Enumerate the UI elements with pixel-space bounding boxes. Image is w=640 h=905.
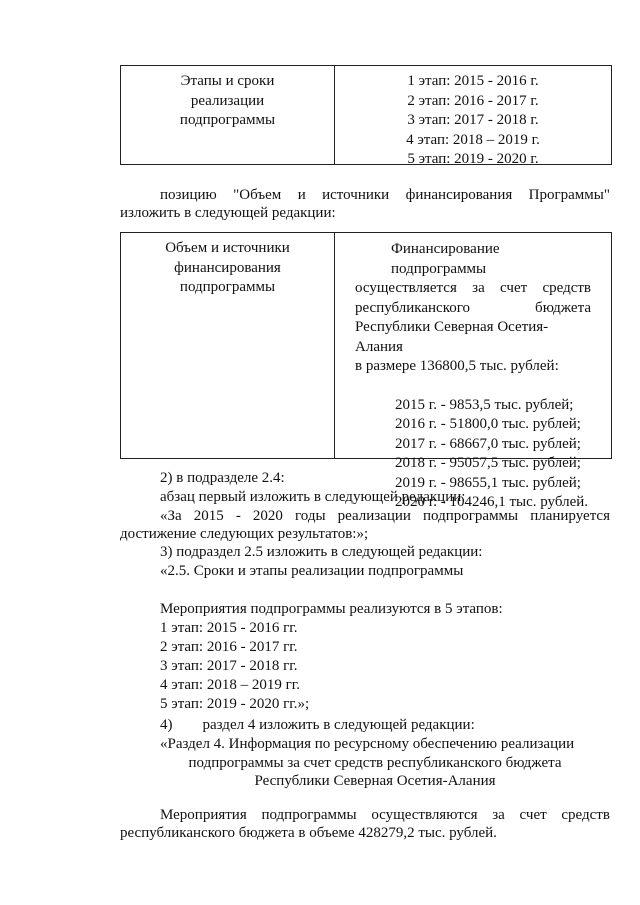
item-3: 3) подраздел 2.5 изложить в следующей редакции: — [160, 544, 483, 560]
stages-label-line: реализации — [190, 92, 265, 109]
stages-value-cell — [335, 66, 611, 167]
funding-year-item: 2016 г. - 51800,0 тыс. рублей; — [395, 416, 581, 432]
section-4-title-line-3: Республики Северная Осетия-Алания — [254, 773, 496, 789]
position-line-2: изложить в следующей редакции: — [120, 205, 336, 221]
quote-line-2: достижение следующих результатов:»; — [120, 526, 369, 542]
section-4-title-line-2: подпрограммы за счет средств республиканского бюджета — [188, 755, 562, 771]
stage-item: 2 этап: 2016 - 2017 г. — [407, 92, 539, 109]
word: подпрограммы — [261, 807, 357, 823]
stages-label-cell — [121, 66, 335, 164]
stage-item: 3 этап: 2017 - 2018 г. — [407, 112, 539, 128]
word: позицию — [160, 187, 217, 203]
funding-year-item: 2015 г. - 9853,5 тыс. рублей; — [395, 396, 574, 413]
stage-item: 5 этап: 2019 - 2020 г. — [407, 151, 539, 167]
position-paragraph — [120, 186, 610, 205]
word: за — [492, 807, 505, 823]
stage-item: 1 этап: 2015 - 2016 г. — [407, 73, 539, 89]
funding-label-line: финансирования — [174, 259, 281, 276]
section-4-title-line-1: «Раздел 4. Информация по ресурсному обеспечению реализации — [160, 736, 575, 752]
funding-intro-line: республиканского бюджета — [355, 299, 591, 316]
funding-year-item: 2019 г. - 98655,1 тыс. рублей; — [395, 474, 581, 491]
funding-intro-line: Финансирование подпрограммы — [391, 241, 500, 277]
funding-intro-line: в размере 136800,5 тыс. рублей: — [355, 358, 559, 374]
stages-label-line: Этапы и сроки — [180, 73, 275, 89]
word: счет — [519, 807, 547, 823]
item-4-text: раздел 4 изложить в следующей редакции: — [202, 717, 475, 733]
item-2: 2) в подразделе 2.4: — [160, 470, 285, 486]
word: средств — [561, 807, 610, 823]
position-line-1 — [160, 186, 610, 205]
final-paragraph — [120, 806, 610, 825]
item-4-number: 4) — [160, 717, 173, 733]
paragraph-first-instruction: абзац первый изложить в следующей редакции: — [160, 489, 466, 505]
stage-line: 2 этап: 2016 - 2017 гг. — [160, 639, 298, 655]
word: осуществляются — [371, 807, 478, 823]
word: Мероприятия — [160, 807, 247, 823]
final-line-2: республиканского бюджета в объеме 428279,2 тыс. рублей. — [120, 825, 497, 841]
stage-item: 4 этап: 2018 – 2019 г. — [406, 131, 540, 148]
funding-year-item: 2018 г. - 95057,5 тыс. рублей; — [395, 455, 581, 471]
word: "Объем — [233, 187, 282, 203]
funding-intro-line: осуществляется за счет средств — [355, 280, 591, 296]
stage-line: 1 этап: 2015 - 2016 гг. — [160, 620, 298, 636]
item-4 — [120, 716, 610, 735]
funding-label-line: Объем и источники — [165, 240, 290, 256]
funding-label-cell — [121, 233, 335, 458]
funding-year-item: 2020 г. - 104246,1 тыс. рублей. — [395, 494, 589, 510]
stage-line: 4 этап: 2018 – 2019 гг. — [160, 677, 300, 693]
section-2-5-title: «2.5. Сроки и этапы реализации подпрограммы — [160, 563, 464, 579]
word: и — [297, 187, 306, 203]
final-line-1 — [160, 806, 610, 825]
word: Программы" — [528, 187, 610, 203]
stage-line: 3 этап: 2017 - 2018 гг. — [160, 658, 298, 674]
measures-intro: Мероприятия подпрограммы реализуются в 5 этапов: — [160, 601, 503, 617]
funding-year-item: 2017 г. - 68667,0 тыс. рублей; — [395, 435, 581, 452]
stage-line: 5 этап: 2019 - 2020 гг.»; — [160, 696, 310, 712]
funding-intro-line: Республики Северная Осетия-Алания — [355, 319, 549, 355]
quote-line-1: «За 2015 - 2020 годы реализации подпрограммы планируется — [160, 508, 610, 524]
funding-label-line: подпрограммы — [179, 279, 276, 295]
word: финансирования — [405, 187, 513, 203]
stages-label-line: подпрограммы — [179, 112, 276, 128]
stages-table — [120, 65, 612, 165]
funding-value-cell — [335, 233, 611, 510]
word: источники — [322, 187, 390, 203]
